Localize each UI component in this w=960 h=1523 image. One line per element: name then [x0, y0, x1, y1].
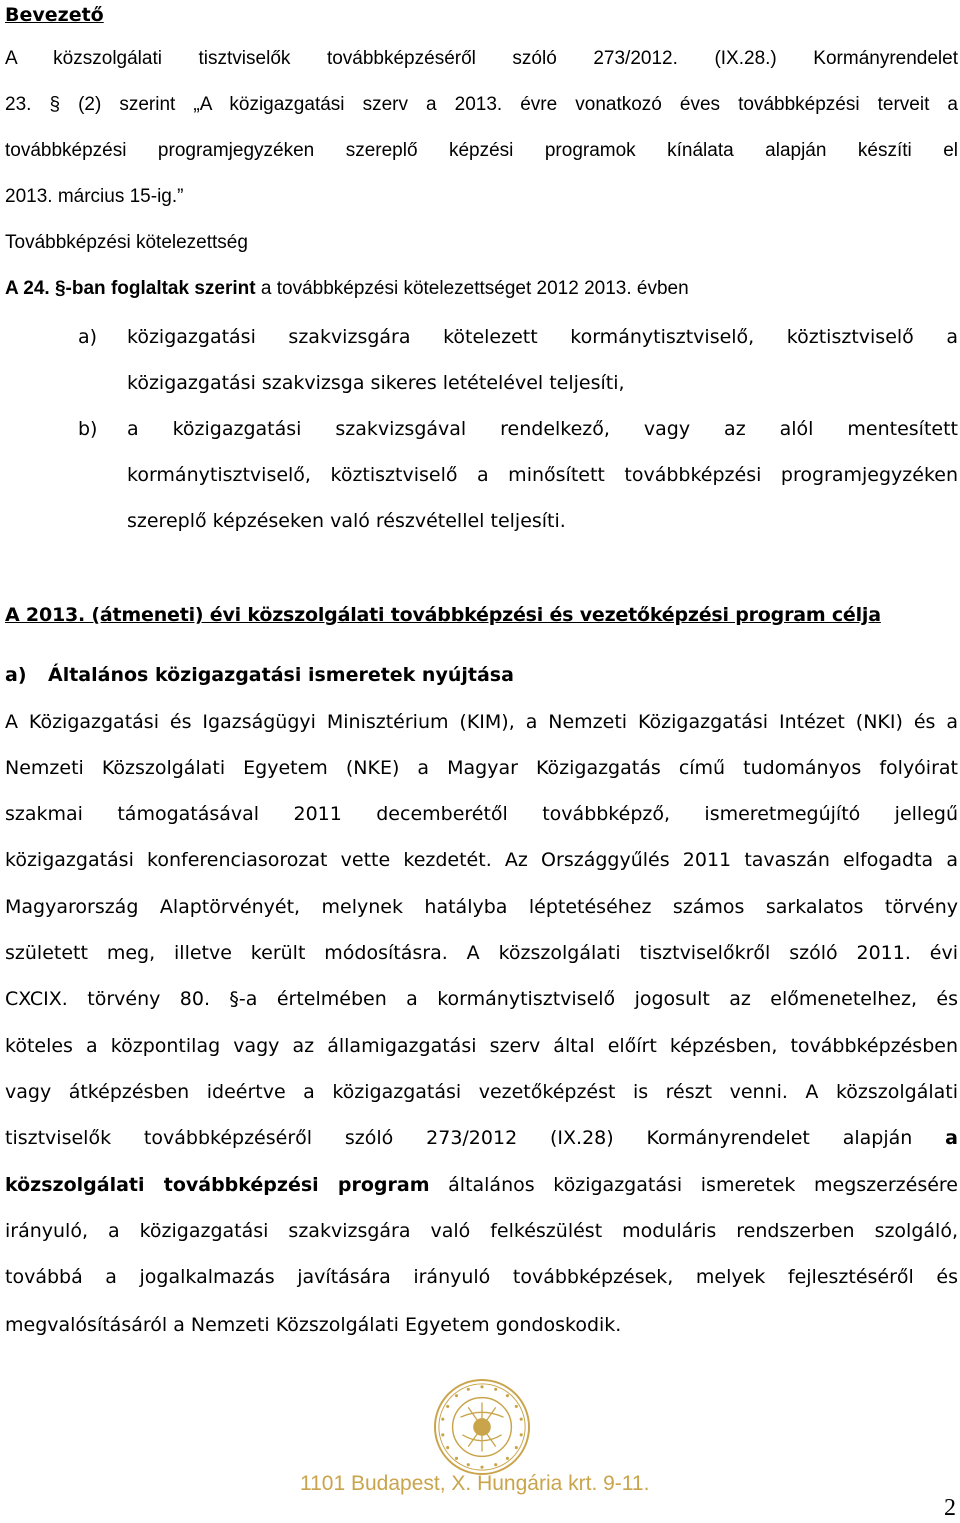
- paragraph-1-line-2: 23. § (2) szerint „A közigazgatási szerv a 2013. évre vonatkozó éves továbbképzési terveit a: [5, 94, 958, 115]
- paragraph-3-line-11-bold: közszolgálati továbbképzési program: [5, 1174, 430, 1196]
- section-a-title: Általános közigazgatási ismeretek nyújtása: [48, 664, 514, 686]
- university-seal-icon: [433, 1378, 531, 1476]
- list-item-b-line-1: a közigazgatási szakvizsgával rendelkező, vagy az alól mentesített: [127, 418, 958, 440]
- paragraph-3-line-7: CXCIX. törvény 80. §-a értelmében a kormánytisztviselő jogosult az előmenetelhez, és: [5, 988, 958, 1010]
- section-title: A 2013. (átmeneti) évi közszolgálati továbbképzési és vezetőképzési program célja: [5, 604, 881, 626]
- paragraph-3-line-10-bold: a: [945, 1127, 958, 1149]
- list-item-a-line-2: közigazgatási szakvizsga sikeres letételével teljesíti,: [127, 372, 625, 394]
- paragraph-3-line-9: vagy átképzésben ideértve a közigazgatási vezetőképzést is részt venni. A közszolgálati: [5, 1081, 958, 1103]
- paragraph-1-line-1: A közszolgálati tisztviselők továbbképzéséről szóló 273/2012. (IX.28.) Kormányrendelet: [5, 48, 958, 69]
- paragraph-2: [5, 277, 958, 301]
- list-item-b-label: b): [78, 418, 98, 440]
- list-item-a-label: a): [78, 326, 98, 348]
- paragraph-3-line-4: közigazgatási konferenciasorozat vette kezdetét. Az Országgyűlés 2011 tavaszán elfogadta a: [5, 849, 958, 871]
- list-item-b-line-3: szereplő képzéseken való részvétellel teljesíti.: [127, 510, 566, 532]
- list-item-b-line-2: kormánytisztviselő, köztisztviselő a minősített továbbképzési programjegyzéken: [127, 464, 958, 486]
- paragraph-3-line-14: megvalósításáról a Nemzeti Közszolgálati Egyetem gondoskodik.: [5, 1314, 622, 1336]
- paragraph-3-line-3: szakmai támogatásával 2011 decemberétől továbbképző, ismeretmegújító jellegű: [5, 803, 958, 825]
- paragraph-2-rest: a továbbképzési kötelezettséget 2012 2013. évben: [255, 278, 689, 299]
- footer-address: 1101 Budapest, X. Hungária krt. 9-11.: [300, 1472, 650, 1495]
- paragraph-1-line-3: továbbképzési programjegyzéken szereplő képzési programok kínálata alapján készíti el: [5, 140, 958, 161]
- paragraph-3-line-13: továbbá a jogalkalmazás javítására irányuló továbbképzések, melyek fejlesztéséről és: [5, 1266, 958, 1288]
- paragraph-3-line-10-text: tisztviselők továbbképzéséről szóló 273/2012 (IX.28) Kormányrendelet alapján: [5, 1127, 946, 1149]
- list-item-a-line-1: közigazgatási szakvizsgára kötelezett kormánytisztviselő, köztisztviselő a: [127, 326, 958, 348]
- paragraph-3-line-1: A Közigazgatási és Igazságügyi Minisztérium (KIM), a Nemzeti Közigazgatási Intézet (NKI) és a: [5, 711, 958, 733]
- section-a-label: a): [5, 664, 27, 686]
- paragraph-1-line-4: 2013. március 15-ig.”: [5, 186, 184, 207]
- paragraph-3-line-6: született meg, illetve került módosításra. A közszolgálati tisztviselőkről szóló 2011. évi: [5, 942, 958, 964]
- paragraph-3-line-5: Magyarország Alaptörvényét, melynek hatályba léptetéséhez számos sarkalatos törvény: [5, 896, 958, 918]
- paragraph-3-line-10: [5, 1126, 958, 1150]
- paragraph-3-line-12: irányuló, a közigazgatási szakvizsgára való felkészülést moduláris rendszerben szolgáló,: [5, 1220, 958, 1242]
- paragraph-3-line-2: Nemzeti Közszolgálati Egyetem (NKE) a Magyar Közigazgatás című tudományos folyóirat: [5, 757, 958, 779]
- paragraph-2-bold: A 24. §-ban foglaltak szerint: [5, 278, 256, 299]
- paragraph-3-line-11: [5, 1173, 958, 1197]
- subheading: Továbbképzési kötelezettség: [5, 232, 248, 253]
- page-number: 2: [944, 1495, 956, 1521]
- heading-bevezeto: Bevezető: [5, 4, 104, 26]
- paragraph-3-line-8: köteles a központilag vagy az államigazgatási szerv által előírt képzésben, továbbképzésben: [5, 1035, 958, 1057]
- paragraph-3-line-11-text: általános közigazgatási ismeretek megszerzésére: [429, 1174, 958, 1196]
